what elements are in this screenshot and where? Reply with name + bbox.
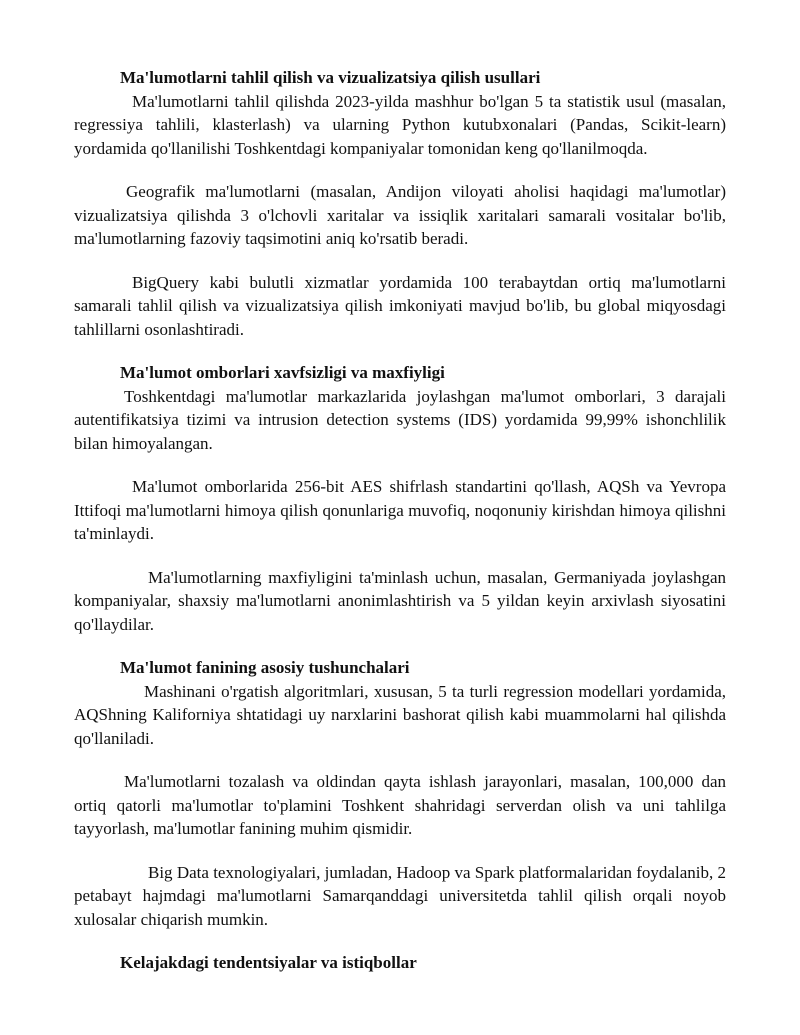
section-heading: Ma'lumotlarni tahlil qilish va vizualizatsiya qilish usullari <box>120 68 541 87</box>
paragraph: Mashinani o'rgatish algoritmlari, xususan, 5 ta turli regression modellari yordamida, AQShning Kaliforniya shtatidagi uy narxlarini bashorat qilish kabi muammolarni hal qilishda qo'llaniladi. <box>74 681 726 748</box>
section-future-trends <box>74 951 726 975</box>
paragraph: Geografik ma'lumotlarni (masalan, Andijon viloyati aholisi haqidagi ma'lumotlar) vizualizatsiya qilishda 3 o'lchovli xaritalar va issiqlik xaritalari samarali vositalar bo'lib, ma'lumotlarning fazoviy taqsimotini aniq ko'rsatib beradi. <box>74 182 726 248</box>
section-heading: Ma'lumot omborlari xavfsizligi va maxfiyligi <box>120 363 445 382</box>
section-heading: Ma'lumot fanining asosiy tushunchalari <box>120 658 410 677</box>
paragraph: BigQuery kabi bulutli xizmatlar yordamida 100 terabaytdan ortiq ma'lumotlarni samarali tahlil qilish va vizualizatsiya qilish imkoniyati mavjud bo'lib, bu global miqyosdagi tahlillarni osonlashtiradi. <box>74 272 726 339</box>
paragraph: Toshkentdagi ma'lumotlar markazlarida joylashgan ma'lumot omborlari, 3 darajali autentifikatsiya tizimi va intrusion detection systems (IDS) yordamida 99,99% ishonchlilik bilan himoyalangan. <box>74 386 726 453</box>
section-data-analysis <box>74 66 726 341</box>
section-heading: Kelajakdagi tendentsiyalar va istiqbollar <box>120 953 417 972</box>
section-data-science-concepts <box>74 656 726 931</box>
paragraph: Ma'lumot omborlarida 256-bit AES shifrlash standartini qo'llash, AQSh va Yevropa Ittifoqi ma'lumotlarni himoya qilish qonunlariga muvofiq, noqonuniy kirishdan himoya qilishni ta'minlaydi. <box>74 477 726 543</box>
paragraph: Big Data texnologiyalari, jumladan, Hadoop va Spark platformalaridan foydalanib, 2 petabayt hajmdagi ma'lumotlarni Samarqanddagi universitetda tahlil qilish orqali noyob xulosalar chiqarish mumkin. <box>74 862 726 929</box>
section-warehouse-security <box>74 361 726 636</box>
paragraph: Ma'lumotlarning maxfiyligini ta'minlash uchun, masalan, Germaniyada joylashgan kompaniyalar, shaxsiy ma'lumotlarni anonimlashtirish va 5 yildan keyin arxivlash siyosatini qo'llaydilar. <box>74 567 726 634</box>
paragraph: Ma'lumotlarni tahlil qilishda 2023-yilda mashhur bo'lgan 5 ta statistik usul (masalan, regressiya tahlili, klasterlash) va ularning Python kutubxonalari (Pandas, Scikit-learn) yordamida qo'llanilishi Toshkentdagi kompaniyalar tomonidan keng qo'llanilmoqda. <box>74 91 726 158</box>
paragraph: Ma'lumotlarni tozalash va oldindan qayta ishlash jarayonlari, masalan, 100,000 dan ortiq qatorli ma'lumotlar to'plamini Toshkent shahridagi serverdan olish va uni tahlilga tayyorlash, ma'lumotlar fanining muhim qismidir. <box>74 772 726 838</box>
